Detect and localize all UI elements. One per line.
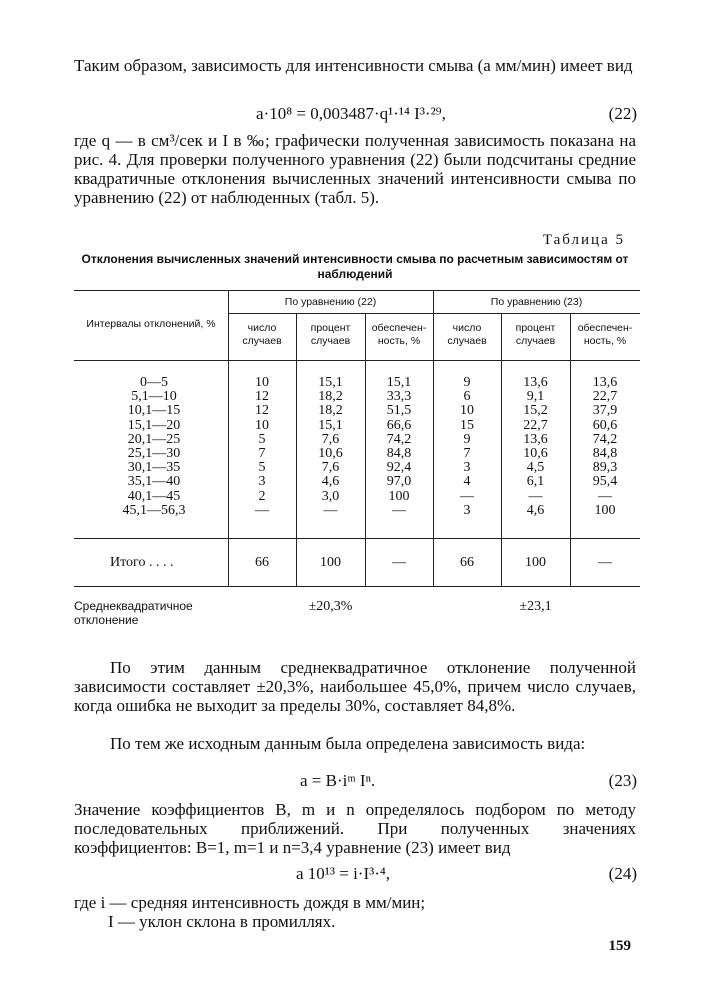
header-count: число случаев: [242, 322, 282, 347]
table-cell: 4,6: [526, 502, 545, 518]
table-cell: 22,7: [592, 389, 618, 405]
table-cell: 10: [255, 375, 269, 390]
table-cell: 3: [463, 502, 471, 518]
table-cell: 35,1—40: [127, 474, 181, 490]
equation-23-number: (23): [608, 771, 637, 790]
header-supply: обеспечен-ность, %: [577, 322, 633, 347]
table-cell: 95,4: [592, 474, 618, 490]
table-cell: 0—5: [140, 375, 168, 390]
table-group-rule: [228, 313, 640, 314]
table-cell: 13,6: [592, 375, 618, 390]
table-cell: 9: [463, 375, 471, 390]
table-cell: 100: [594, 502, 616, 518]
table-cell: 6,1: [526, 474, 545, 490]
column-supply-23: [570, 376, 640, 518]
table-cell: —: [528, 488, 543, 504]
table-cell: 7,6: [321, 431, 340, 447]
table-cell: 15,1: [318, 417, 343, 433]
table-cell: 4,6: [321, 474, 340, 490]
column-percent-22: [296, 376, 365, 518]
table-cell: 12: [255, 403, 269, 419]
table-cell: 97,0: [386, 474, 412, 490]
total-percent-23: 100: [525, 555, 546, 570]
table-cell: 37,9: [592, 403, 618, 419]
table-cell: 22,7: [523, 417, 548, 433]
table-cell: —: [392, 502, 406, 518]
table-cell: 7,6: [321, 460, 340, 476]
table-cell: 7: [463, 445, 471, 461]
table-cell: 13,6: [523, 431, 548, 447]
table-cell: 84,8: [592, 445, 618, 461]
table-cell: 2: [258, 488, 266, 504]
equation-22: a·10⁸ = 0,003487·q¹·¹⁴ I³·²⁹,: [256, 104, 446, 123]
table-cell: 51,5: [386, 403, 412, 419]
table-cell: 5: [258, 431, 266, 447]
table-cell: 5: [258, 460, 266, 476]
table-cell: —: [255, 502, 269, 518]
table-cell: 4,5: [526, 460, 545, 476]
table-cell: 15,2: [523, 403, 548, 419]
header-percent: процент случаев: [310, 322, 351, 347]
header-supply: обеспечен-ность, %: [371, 322, 427, 347]
column-count-23: [433, 376, 501, 518]
table-cell: 3: [258, 474, 266, 490]
column-supply-22: [365, 376, 433, 518]
table-cell: 10,6: [523, 445, 548, 461]
paragraph-intro: Таким образом, зависимость для интенсивности смыва (a мм/мин) имеет вид: [74, 56, 633, 75]
page-number: 159: [608, 938, 631, 954]
table-cell: 66,6: [386, 417, 412, 433]
header-equation-23: По уравнению (23): [490, 296, 583, 308]
table-cell: 30,1—35: [127, 460, 181, 476]
table-cell: 15,1: [386, 375, 412, 390]
equation-24: a 10¹³ = i·I³·⁴,: [296, 864, 391, 883]
table-cell: 18,2: [318, 389, 343, 405]
table-cell: 45,1—56,3: [122, 502, 186, 518]
column-percent-23: [501, 376, 570, 518]
table-title: Отклонения вычисленных значений интенсивности смыва по расчетным зависимостям от наблюдений: [81, 252, 629, 281]
table-cell: 3,0: [321, 488, 340, 504]
table-cell: 3: [463, 460, 471, 476]
total-percent-22: 100: [320, 555, 341, 570]
table-cell: 10: [255, 417, 269, 433]
header-equation-22: По уравнению (22): [284, 296, 377, 308]
table-cell: —: [323, 502, 338, 518]
total-count-22: 66: [255, 555, 269, 570]
table-cell: 12: [255, 389, 269, 405]
table-cell: 92,4: [386, 460, 412, 476]
table-cell: 89,3: [592, 460, 618, 476]
table-cell: 25,1—30: [127, 445, 181, 461]
table-cell: 9,1: [526, 389, 545, 405]
table-label: Таблица 5: [542, 232, 625, 248]
table-top-rule: [74, 290, 640, 291]
definition-I: I — уклон склона в промиллях.: [108, 912, 336, 931]
header-percent: процент случаев: [515, 322, 556, 347]
table-bottom-rule: [74, 586, 640, 587]
table-cell: 10,1—15: [127, 403, 181, 419]
total-count-23: 66: [460, 555, 474, 570]
paragraph-equation-explanation: где q — в см³/сек и I в ‰; графически полученная зависимость показана на рис. 4. Для проверки полученного уравнения (22) были подсчитаны средние квадратичные отклонения вычисленных значений интенсивности смыва по уравнению (22) от наблюденных (табл. 5).: [74, 131, 636, 207]
header-intervals: Интервалы отклонений, %: [86, 318, 216, 330]
header-count: число случаев: [447, 322, 487, 347]
table-cell: 15,1: [318, 375, 343, 390]
definition-i: где i — средняя интенсивность дождя в мм/мин;: [74, 893, 426, 912]
table-cell: —: [460, 488, 474, 504]
table-cell: 18,2: [318, 403, 343, 419]
equation-24-number: (24): [608, 864, 637, 883]
table-header-rule: [74, 360, 640, 361]
column-intervals: [80, 376, 228, 518]
equation-22-number: (22): [608, 104, 637, 123]
total-supply-22: —: [392, 555, 406, 570]
table-cell: 84,8: [386, 445, 412, 461]
table-cell: 20,1—25: [127, 431, 181, 447]
table-cell: 100: [388, 488, 410, 504]
paragraph-dependency: По тем же исходным данным была определена зависимость вида:: [110, 734, 586, 753]
table-cell: 5,1—10: [131, 389, 177, 405]
table-cell: 40,1—45: [127, 488, 181, 504]
table-cell: 10,6: [318, 445, 343, 461]
table-cell: 74,2: [592, 431, 618, 447]
table-cell: 6: [463, 389, 471, 405]
table-cell: 4: [463, 474, 471, 490]
table-cell: 15: [460, 417, 474, 433]
rms-value-23: ±23,1: [519, 599, 552, 614]
table-body-rule: [74, 538, 640, 539]
rms-label: Среднеквадратичное отклонение: [74, 599, 193, 627]
table-cell: 7: [258, 445, 266, 461]
table-cell: 74,2: [386, 431, 412, 447]
total-label: Итого . . . .: [110, 555, 174, 570]
table-cell: —: [598, 488, 612, 504]
paragraph-results: По этим данным среднеквадратичное отклонение полученной зависимости составляет ±20,3%, наибольшее 45,0%, причем число случаев, когда ошибка не выходит за пределы 30%, составляет 84,8%.: [74, 658, 636, 715]
table-cell: 13,6: [523, 375, 548, 390]
table-cell: 15,1—20: [127, 417, 181, 433]
table-cell: 33,3: [386, 389, 412, 405]
rms-value-22: ±20,3%: [308, 599, 353, 614]
total-supply-23: —: [598, 555, 612, 570]
equation-23: a = B·iᵐ Iⁿ.: [300, 771, 376, 790]
paragraph-coefficients: Значение коэффициентов B, m и n определялось подбором по методу последовательных приближений. При полученных значениях коэффициентов: B=1, m=1 и n=3,4 уравнение (23) имеет вид: [74, 800, 636, 857]
column-count-22: [228, 376, 296, 518]
table-cell: 10: [460, 403, 474, 419]
table-cell: 9: [463, 431, 471, 447]
table-cell: 60,6: [592, 417, 618, 433]
